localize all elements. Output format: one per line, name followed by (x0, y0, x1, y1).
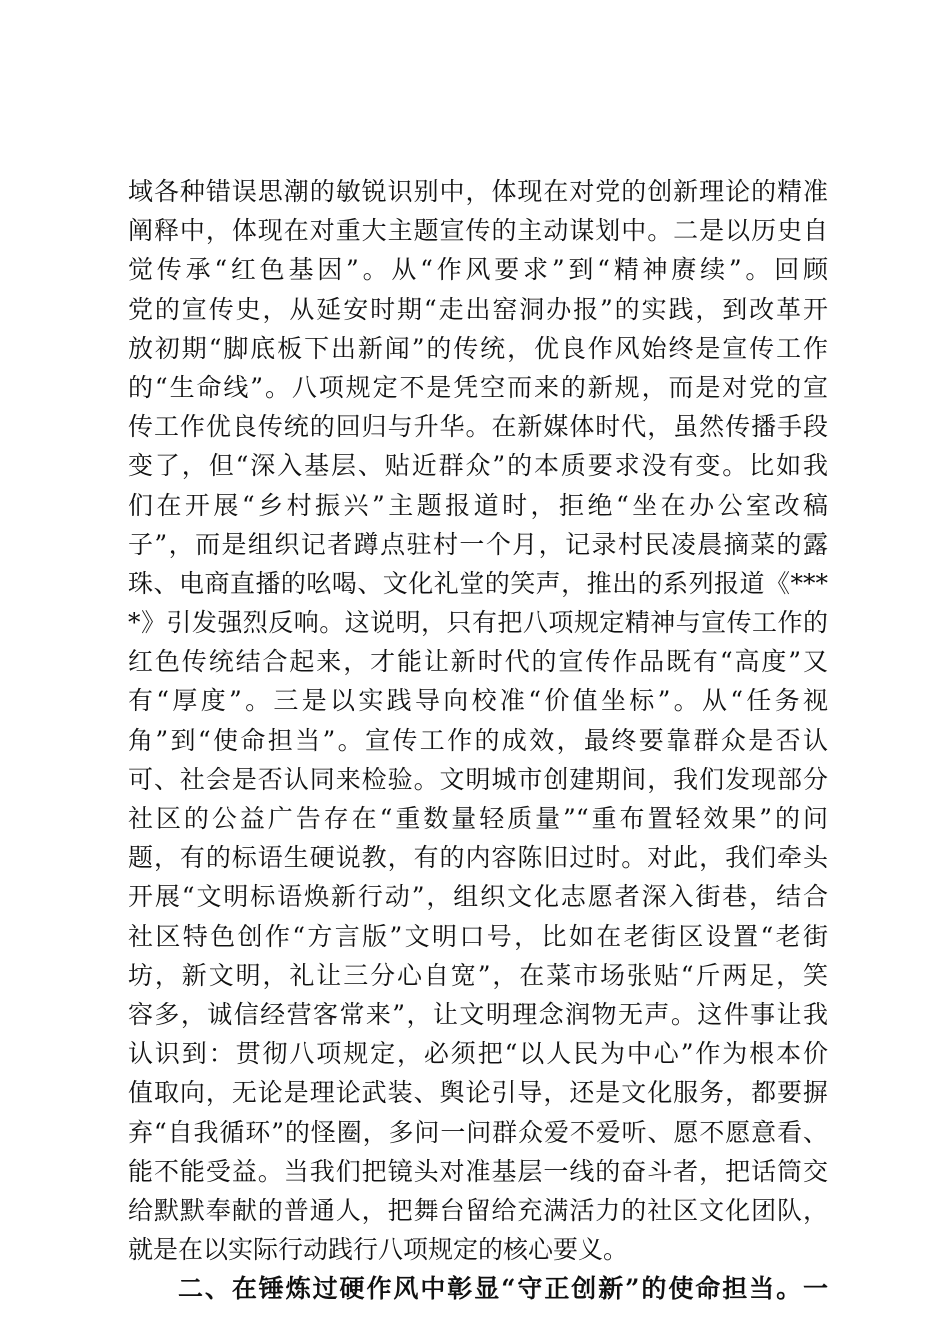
text-line: 红色传统结合起来，才能让新时代的宣传作品既有“高度”又 (128, 647, 828, 677)
text-line: 变了，但“深入基层、贴近群众”的本质要求没有变。比如我 (128, 451, 828, 481)
text-line: 们在开展“乡村振兴”主题报道时，拒绝“坐在办公室改稿 (128, 490, 828, 520)
text-line: 容多，诚信经营客常来”，让文明理念润物无声。这件事让我 (128, 999, 828, 1029)
text-line: 域各种错误思潮的敏锐识别中，体现在对党的创新理论的精准 (128, 177, 828, 206)
text-line: 的“生命线”。八项规定不是凭空而来的新规，而是对党的宣 (128, 372, 828, 402)
text-line: 阐释中，体现在对重大主题宣传的主动谋划中。二是以历史自 (128, 216, 828, 246)
text-line: 子”，而是组织记者蹲点驻村一个月，记录村民凌晨摘菜的露 (128, 529, 828, 559)
text-line: 可、社会是否认同来检验。文明城市创建期间，我们发现部分 (128, 764, 828, 794)
text-line: 社区特色创作“方言版”文明口号，比如在老街区设置“老街 (128, 921, 828, 951)
text-line: 弃“自我循环”的怪圈，多问一问群众爱不爱听、愿不愿意看、 (128, 1117, 828, 1147)
text-line: 珠、电商直播的吆喝、文化礼堂的笑声，推出的系列报道《*** (128, 568, 828, 598)
text-line: 有“厚度”。三是以实践导向校准“价值坐标”。从“任务视 (128, 686, 828, 716)
text-line: 坊，新文明，礼让三分心自宽”，在菜市场张贴“斤两足，笑 (128, 960, 828, 990)
text-line: 放初期“脚底板下出新闻”的传统，优良作风始终是宣传工作 (128, 333, 828, 363)
text-line: 角”到“使命担当”。宣传工作的成效，最终要靠群众是否认 (128, 725, 828, 755)
text-line: 觉传承“红色基因”。从“作风要求”到“精神赓续”。回顾 (128, 255, 828, 285)
body-text (128, 172, 828, 1308)
text-line: 能不能受益。当我们把镜头对准基层一线的奋斗者，把话筒交 (128, 1156, 828, 1186)
text-line: 值取向，无论是理论武装、舆论引导，还是文化服务，都要摒 (128, 1078, 828, 1108)
text-line: *》引发强烈反响。这说明，只有把八项规定精神与宣传工作的 (128, 608, 828, 638)
text-line: 题，有的标语生硬说教，有的内容陈旧过时。对此，我们牵头 (128, 843, 828, 873)
text-line: 开展“文明标语焕新行动”，组织文化志愿者深入街巷，结合 (128, 882, 828, 912)
text-line: 就是在以实际行动践行八项规定的核心要义。 (128, 1235, 629, 1265)
text-line: 认识到：贯彻八项规定，必须把“以人民为中心”作为根本价 (128, 1039, 828, 1069)
text-line: 传工作优良传统的回归与升华。在新媒体时代，虽然传播手段 (128, 412, 828, 442)
section-heading: 二、在锤炼过硬作风中彰显“守正创新”的使命担当。一 (178, 1274, 828, 1304)
text-line: 社区的公益广告存在“重数量轻质量”“重布置轻效果”的问 (128, 804, 828, 833)
text-line: 给默默奉献的普通人，把舞台留给充满活力的社区文化团队， (128, 1195, 828, 1225)
text-line: 党的宣传史，从延安时期“走出窑洞办报”的实践，到改革开 (128, 294, 828, 324)
